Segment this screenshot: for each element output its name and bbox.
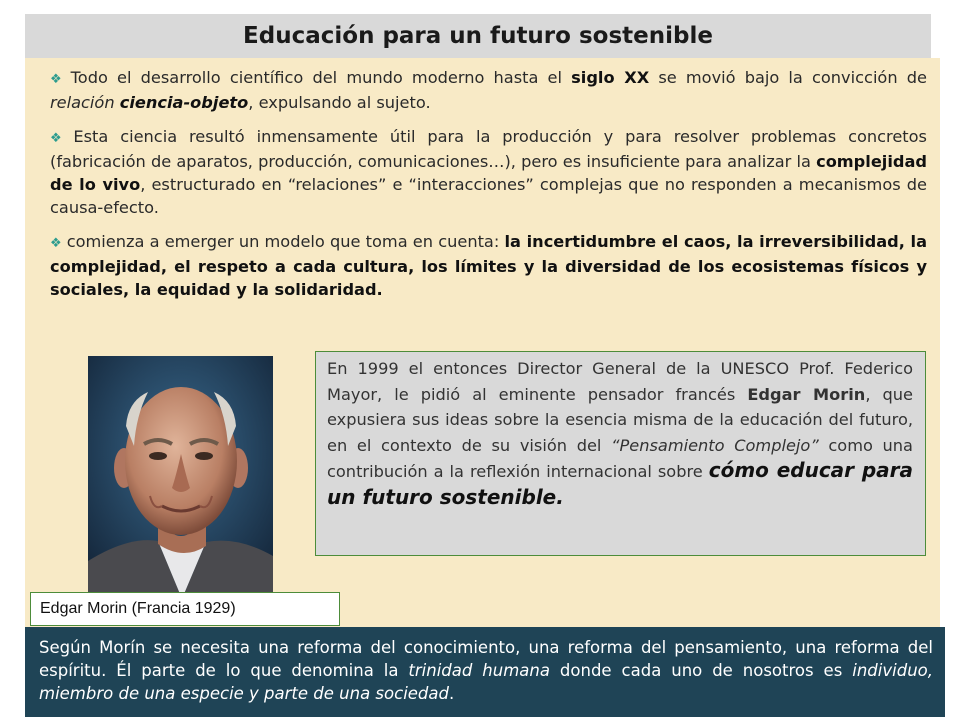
bullet-item: ❖ comienza a emerger un modelo que toma en cuenta: la incertidumbre el caos, la irreversibilidad, la complejidad, el respeto a cada cultura, los límites y la diversidad de los ecosistemas físicos y sociales, la equidad y la solidaridad. (50, 232, 927, 299)
photo-caption: Edgar Morin (Francia 1929) (30, 592, 340, 626)
diamond-bullet-icon: ❖ (50, 236, 62, 251)
edgar-morin-portrait (88, 356, 273, 594)
quote-box: En 1999 el entonces Director General de la UNESCO Prof. Federico Mayor, le pidió al eminente pensador francés Edgar Morin, que expusiera sus ideas sobre la esencia misma de la educación del futuro, en el contexto de su visión del “Pensamiento Complejo” como una contribución a la reflexión internacional sobre cómo educar para un futuro sostenible. (315, 351, 926, 556)
diamond-bullet-icon: ❖ (50, 131, 69, 146)
footer-text: Según Morín se necesita una reforma del conocimiento, una reforma del pensamiento, una reforma del espíritu. Él parte de lo que denomina la trinidad humana donde cada uno de nosotros es individuo, miembro de una especie y parte de una sociedad. (25, 627, 945, 717)
bullet-list (50, 66, 927, 312)
portrait-image (88, 356, 273, 594)
title-bar (25, 14, 931, 58)
bullet-item: ❖ Esta ciencia resultó inmensamente útil para la producción y para resolver problemas concretos (fabricación de aparatos, producción, comunicaciones…), pero es insuficiente para analizar la complejidad de lo vivo, estructurado en “relaciones” e “interacciones” complejas que no responden a mecanismos de causa-efecto. (50, 127, 928, 217)
diamond-bullet-icon: ❖ (50, 72, 66, 87)
bullet-item: ❖ Todo el desarrollo científico del mundo moderno hasta el siglo XX se movió bajo la convicción de relación ciencia-objeto, expulsando al sujeto. (50, 68, 927, 112)
page-title: Educación para un futuro sostenible (243, 23, 713, 49)
